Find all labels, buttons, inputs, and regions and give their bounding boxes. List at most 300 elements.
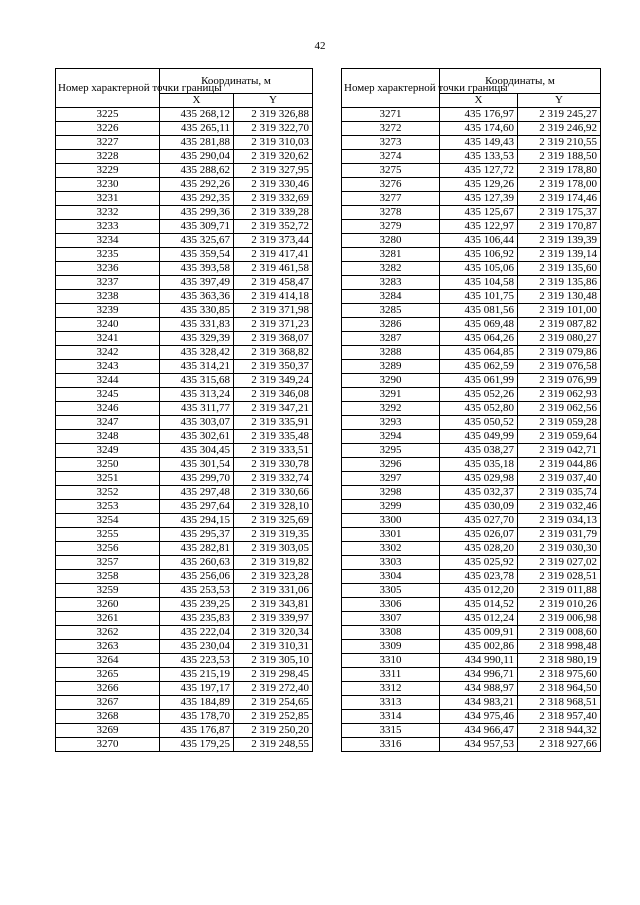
y-coordinate-cell: 2 319 245,27 bbox=[518, 108, 601, 122]
point-number-cell: 3249 bbox=[56, 444, 160, 458]
point-number-cell: 3234 bbox=[56, 234, 160, 248]
x-coordinate-cell: 435 027,70 bbox=[440, 514, 518, 528]
x-coordinate-cell: 435 052,26 bbox=[440, 388, 518, 402]
table-row bbox=[342, 402, 601, 416]
table-row bbox=[342, 724, 601, 738]
point-number-cell: 3316 bbox=[342, 738, 440, 752]
point-number-cell: 3263 bbox=[56, 640, 160, 654]
y-coordinate-cell: 2 319 371,98 bbox=[234, 304, 313, 318]
point-number-cell: 3264 bbox=[56, 654, 160, 668]
point-number-cell: 3269 bbox=[56, 724, 160, 738]
table-row bbox=[56, 528, 313, 542]
x-coordinate-cell: 435 328,42 bbox=[160, 346, 234, 360]
point-number-cell: 3253 bbox=[56, 500, 160, 514]
x-coordinate-cell: 435 081,56 bbox=[440, 304, 518, 318]
table-row bbox=[56, 248, 313, 262]
table-row bbox=[56, 584, 313, 598]
x-coordinate-cell: 435 260,63 bbox=[160, 556, 234, 570]
y-coordinate-cell: 2 319 347,21 bbox=[234, 402, 313, 416]
y-coordinate-cell: 2 319 178,80 bbox=[518, 164, 601, 178]
y-coordinate-cell: 2 319 135,60 bbox=[518, 262, 601, 276]
table-row bbox=[342, 332, 601, 346]
x-header: X bbox=[160, 94, 234, 108]
y-coordinate-cell: 2 319 062,56 bbox=[518, 402, 601, 416]
y-coordinate-cell: 2 319 343,81 bbox=[234, 598, 313, 612]
point-number-cell: 3299 bbox=[342, 500, 440, 514]
x-coordinate-cell: 435 281,88 bbox=[160, 136, 234, 150]
x-coordinate-cell: 435 397,49 bbox=[160, 276, 234, 290]
point-number-cell: 3256 bbox=[56, 542, 160, 556]
x-coordinate-cell: 435 301,54 bbox=[160, 458, 234, 472]
y-coordinate-cell: 2 319 101,00 bbox=[518, 304, 601, 318]
y-coordinate-cell: 2 319 246,92 bbox=[518, 122, 601, 136]
x-coordinate-cell: 435 122,97 bbox=[440, 220, 518, 234]
point-number-cell: 3239 bbox=[56, 304, 160, 318]
table-row bbox=[56, 192, 313, 206]
y-coordinate-cell: 2 318 980,19 bbox=[518, 654, 601, 668]
point-number-cell: 3228 bbox=[56, 150, 160, 164]
point-number-cell: 3238 bbox=[56, 290, 160, 304]
x-coordinate-cell: 435 304,45 bbox=[160, 444, 234, 458]
y-coordinate-cell: 2 319 080,27 bbox=[518, 332, 601, 346]
y-coordinate-cell: 2 318 927,66 bbox=[518, 738, 601, 752]
point-number-cell: 3296 bbox=[342, 458, 440, 472]
x-coordinate-cell: 435 253,53 bbox=[160, 584, 234, 598]
x-coordinate-cell: 435 299,70 bbox=[160, 472, 234, 486]
y-coordinate-cell: 2 319 174,46 bbox=[518, 192, 601, 206]
coordinates-table-right-body bbox=[342, 108, 601, 752]
x-coordinate-cell: 435 149,43 bbox=[440, 136, 518, 150]
y-coordinate-cell: 2 319 373,44 bbox=[234, 234, 313, 248]
table-row bbox=[342, 234, 601, 248]
point-number-cell: 3261 bbox=[56, 612, 160, 626]
table-row bbox=[56, 374, 313, 388]
table-row bbox=[342, 710, 601, 724]
point-number-cell: 3287 bbox=[342, 332, 440, 346]
x-coordinate-cell: 435 174,60 bbox=[440, 122, 518, 136]
table-row bbox=[342, 248, 601, 262]
point-number-cell: 3307 bbox=[342, 612, 440, 626]
table-row bbox=[56, 262, 313, 276]
table-row bbox=[342, 388, 601, 402]
y-coordinate-cell: 2 319 248,55 bbox=[234, 738, 313, 752]
point-number-cell: 3304 bbox=[342, 570, 440, 584]
x-coordinate-cell: 434 983,21 bbox=[440, 696, 518, 710]
table-row bbox=[56, 178, 313, 192]
table-row bbox=[56, 220, 313, 234]
x-coordinate-cell: 435 106,92 bbox=[440, 248, 518, 262]
y-coordinate-cell: 2 319 320,34 bbox=[234, 626, 313, 640]
table-row bbox=[342, 220, 601, 234]
y-coordinate-cell: 2 319 305,10 bbox=[234, 654, 313, 668]
point-number-cell: 3259 bbox=[56, 584, 160, 598]
y-coordinate-cell: 2 319 298,45 bbox=[234, 668, 313, 682]
point-number-cell: 3288 bbox=[342, 346, 440, 360]
point-number-cell: 3229 bbox=[56, 164, 160, 178]
table-row bbox=[56, 332, 313, 346]
table-row bbox=[56, 654, 313, 668]
y-coordinate-cell: 2 319 170,87 bbox=[518, 220, 601, 234]
y-coordinate-cell: 2 319 335,91 bbox=[234, 416, 313, 430]
point-number-cell: 3297 bbox=[342, 472, 440, 486]
point-number-header: Номер характерной точки границы bbox=[342, 69, 440, 108]
table-row bbox=[56, 682, 313, 696]
point-number-cell: 3257 bbox=[56, 556, 160, 570]
x-coordinate-cell: 435 303,07 bbox=[160, 416, 234, 430]
y-coordinate-cell: 2 319 130,48 bbox=[518, 290, 601, 304]
x-coordinate-cell: 435 012,24 bbox=[440, 612, 518, 626]
x-coordinate-cell: 435 282,81 bbox=[160, 542, 234, 556]
point-number-cell: 3289 bbox=[342, 360, 440, 374]
point-number-cell: 3306 bbox=[342, 598, 440, 612]
point-number-cell: 3246 bbox=[56, 402, 160, 416]
x-coordinate-cell: 435 363,36 bbox=[160, 290, 234, 304]
point-number-cell: 3310 bbox=[342, 654, 440, 668]
x-coordinate-cell: 435 012,20 bbox=[440, 584, 518, 598]
y-coordinate-cell: 2 319 139,14 bbox=[518, 248, 601, 262]
y-coordinate-cell: 2 319 252,85 bbox=[234, 710, 313, 724]
x-coordinate-cell: 435 359,54 bbox=[160, 248, 234, 262]
y-coordinate-cell: 2 319 175,37 bbox=[518, 206, 601, 220]
table-row bbox=[56, 514, 313, 528]
point-number-cell: 3242 bbox=[56, 346, 160, 360]
point-number-cell: 3294 bbox=[342, 430, 440, 444]
point-number-cell: 3233 bbox=[56, 220, 160, 234]
table-row bbox=[56, 150, 313, 164]
point-number-cell: 3266 bbox=[56, 682, 160, 696]
point-number-cell: 3301 bbox=[342, 528, 440, 542]
table-row bbox=[56, 724, 313, 738]
x-coordinate-cell: 435 329,39 bbox=[160, 332, 234, 346]
point-number-cell: 3298 bbox=[342, 486, 440, 500]
point-number-cell: 3227 bbox=[56, 136, 160, 150]
point-number-cell: 3300 bbox=[342, 514, 440, 528]
y-coordinate-cell: 2 319 303,05 bbox=[234, 542, 313, 556]
y-coordinate-cell: 2 318 964,50 bbox=[518, 682, 601, 696]
coordinates-header: Координаты, м bbox=[440, 69, 601, 94]
x-coordinate-cell: 435 393,58 bbox=[160, 262, 234, 276]
table-row bbox=[56, 360, 313, 374]
y-coordinate-cell: 2 319 339,97 bbox=[234, 612, 313, 626]
x-coordinate-cell: 435 265,11 bbox=[160, 122, 234, 136]
point-number-cell: 3270 bbox=[56, 738, 160, 752]
x-coordinate-cell: 435 292,35 bbox=[160, 192, 234, 206]
x-coordinate-cell: 435 288,62 bbox=[160, 164, 234, 178]
point-number-cell: 3305 bbox=[342, 584, 440, 598]
point-number-cell: 3260 bbox=[56, 598, 160, 612]
y-coordinate-cell: 2 319 346,08 bbox=[234, 388, 313, 402]
table-row bbox=[342, 290, 601, 304]
x-coordinate-cell: 434 996,71 bbox=[440, 668, 518, 682]
point-number-cell: 3311 bbox=[342, 668, 440, 682]
table-row bbox=[56, 542, 313, 556]
table-row bbox=[56, 234, 313, 248]
x-coordinate-cell: 435 299,36 bbox=[160, 206, 234, 220]
table-row bbox=[342, 738, 601, 752]
x-coordinate-cell: 435 292,26 bbox=[160, 178, 234, 192]
point-number-cell: 3226 bbox=[56, 122, 160, 136]
table-row bbox=[342, 542, 601, 556]
point-number-cell: 3302 bbox=[342, 542, 440, 556]
table-row bbox=[342, 584, 601, 598]
y-coordinate-cell: 2 319 037,40 bbox=[518, 472, 601, 486]
table-row bbox=[342, 528, 601, 542]
y-coordinate-cell: 2 319 414,18 bbox=[234, 290, 313, 304]
y-coordinate-cell: 2 319 368,82 bbox=[234, 346, 313, 360]
y-coordinate-cell: 2 319 032,46 bbox=[518, 500, 601, 514]
y-coordinate-cell: 2 319 031,79 bbox=[518, 528, 601, 542]
x-coordinate-cell: 435 035,18 bbox=[440, 458, 518, 472]
coordinates-header: Координаты, м bbox=[160, 69, 313, 94]
point-number-cell: 3251 bbox=[56, 472, 160, 486]
x-coordinate-cell: 435 023,78 bbox=[440, 570, 518, 584]
x-coordinate-cell: 434 988,97 bbox=[440, 682, 518, 696]
table-row bbox=[342, 122, 601, 136]
point-number-cell: 3313 bbox=[342, 696, 440, 710]
x-coordinate-cell: 435 014,52 bbox=[440, 598, 518, 612]
table-row bbox=[342, 416, 601, 430]
point-number-cell: 3268 bbox=[56, 710, 160, 724]
point-number-cell: 3271 bbox=[342, 108, 440, 122]
point-number-cell: 3247 bbox=[56, 416, 160, 430]
y-coordinate-cell: 2 319 034,13 bbox=[518, 514, 601, 528]
y-coordinate-cell: 2 319 330,66 bbox=[234, 486, 313, 500]
x-coordinate-cell: 435 002,86 bbox=[440, 640, 518, 654]
x-coordinate-cell: 435 062,59 bbox=[440, 360, 518, 374]
x-coordinate-cell: 435 030,09 bbox=[440, 500, 518, 514]
table-row bbox=[56, 444, 313, 458]
x-coordinate-cell: 435 239,25 bbox=[160, 598, 234, 612]
x-coordinate-cell: 435 179,25 bbox=[160, 738, 234, 752]
x-coordinate-cell: 435 064,85 bbox=[440, 346, 518, 360]
y-coordinate-cell: 2 319 323,28 bbox=[234, 570, 313, 584]
x-coordinate-cell: 435 009,91 bbox=[440, 626, 518, 640]
table-row bbox=[56, 136, 313, 150]
x-coordinate-cell: 435 127,39 bbox=[440, 192, 518, 206]
point-number-cell: 3309 bbox=[342, 640, 440, 654]
point-number-cell: 3248 bbox=[56, 430, 160, 444]
y-coordinate-cell: 2 319 325,69 bbox=[234, 514, 313, 528]
y-coordinate-cell: 2 319 044,86 bbox=[518, 458, 601, 472]
table-row bbox=[56, 598, 313, 612]
table-row bbox=[56, 486, 313, 500]
point-number-cell: 3312 bbox=[342, 682, 440, 696]
x-coordinate-cell: 435 028,20 bbox=[440, 542, 518, 556]
y-header: Y bbox=[518, 94, 601, 108]
table-row bbox=[342, 430, 601, 444]
y-coordinate-cell: 2 319 368,07 bbox=[234, 332, 313, 346]
x-coordinate-cell: 435 256,06 bbox=[160, 570, 234, 584]
y-coordinate-cell: 2 319 010,26 bbox=[518, 598, 601, 612]
y-coordinate-cell: 2 319 322,70 bbox=[234, 122, 313, 136]
x-coordinate-cell: 435 235,83 bbox=[160, 612, 234, 626]
y-coordinate-cell: 2 319 330,46 bbox=[234, 178, 313, 192]
y-coordinate-cell: 2 319 330,78 bbox=[234, 458, 313, 472]
table-row bbox=[342, 514, 601, 528]
table-row bbox=[56, 696, 313, 710]
y-coordinate-cell: 2 318 944,32 bbox=[518, 724, 601, 738]
x-coordinate-cell: 435 101,75 bbox=[440, 290, 518, 304]
table-row bbox=[56, 402, 313, 416]
x-coordinate-cell: 435 330,85 bbox=[160, 304, 234, 318]
x-coordinate-cell: 435 295,37 bbox=[160, 528, 234, 542]
point-number-cell: 3290 bbox=[342, 374, 440, 388]
y-coordinate-cell: 2 319 310,31 bbox=[234, 640, 313, 654]
y-coordinate-cell: 2 319 135,86 bbox=[518, 276, 601, 290]
y-header: Y bbox=[234, 94, 313, 108]
table-row bbox=[56, 416, 313, 430]
point-number-cell: 3240 bbox=[56, 318, 160, 332]
point-number-cell: 3230 bbox=[56, 178, 160, 192]
point-number-cell: 3285 bbox=[342, 304, 440, 318]
point-number-cell: 3255 bbox=[56, 528, 160, 542]
x-coordinate-cell: 435 302,61 bbox=[160, 430, 234, 444]
point-number-cell: 3245 bbox=[56, 388, 160, 402]
x-coordinate-cell: 435 315,68 bbox=[160, 374, 234, 388]
y-coordinate-cell: 2 319 027,02 bbox=[518, 556, 601, 570]
table-row bbox=[342, 150, 601, 164]
table-row bbox=[342, 640, 601, 654]
x-coordinate-cell: 435 297,64 bbox=[160, 500, 234, 514]
table-row bbox=[342, 444, 601, 458]
point-number-cell: 3276 bbox=[342, 178, 440, 192]
x-coordinate-cell: 435 105,06 bbox=[440, 262, 518, 276]
point-number-cell: 3250 bbox=[56, 458, 160, 472]
y-coordinate-cell: 2 319 042,71 bbox=[518, 444, 601, 458]
table-row bbox=[342, 458, 601, 472]
point-number-cell: 3232 bbox=[56, 206, 160, 220]
y-coordinate-cell: 2 319 059,28 bbox=[518, 416, 601, 430]
point-number-cell: 3225 bbox=[56, 108, 160, 122]
table-row bbox=[56, 122, 313, 136]
x-coordinate-cell: 434 957,53 bbox=[440, 738, 518, 752]
y-coordinate-cell: 2 319 250,20 bbox=[234, 724, 313, 738]
x-coordinate-cell: 435 129,26 bbox=[440, 178, 518, 192]
point-number-cell: 3235 bbox=[56, 248, 160, 262]
point-number-cell: 3274 bbox=[342, 150, 440, 164]
table-row bbox=[342, 668, 601, 682]
x-coordinate-cell: 435 049,99 bbox=[440, 430, 518, 444]
table-row bbox=[342, 682, 601, 696]
point-number-cell: 3281 bbox=[342, 248, 440, 262]
y-coordinate-cell: 2 319 327,95 bbox=[234, 164, 313, 178]
x-coordinate-cell: 435 294,15 bbox=[160, 514, 234, 528]
table-row bbox=[342, 178, 601, 192]
point-number-cell: 3267 bbox=[56, 696, 160, 710]
x-coordinate-cell: 435 176,97 bbox=[440, 108, 518, 122]
table-row bbox=[342, 136, 601, 150]
table-row bbox=[56, 500, 313, 514]
point-number-cell: 3283 bbox=[342, 276, 440, 290]
point-number-cell: 3273 bbox=[342, 136, 440, 150]
y-coordinate-cell: 2 319 331,06 bbox=[234, 584, 313, 598]
y-coordinate-cell: 2 318 968,51 bbox=[518, 696, 601, 710]
x-coordinate-cell: 435 178,70 bbox=[160, 710, 234, 724]
x-coordinate-cell: 435 104,58 bbox=[440, 276, 518, 290]
table-row bbox=[342, 276, 601, 290]
x-coordinate-cell: 435 331,83 bbox=[160, 318, 234, 332]
y-coordinate-cell: 2 319 458,47 bbox=[234, 276, 313, 290]
point-number-cell: 3308 bbox=[342, 626, 440, 640]
x-coordinate-cell: 435 106,44 bbox=[440, 234, 518, 248]
table-row bbox=[56, 570, 313, 584]
point-number-cell: 3252 bbox=[56, 486, 160, 500]
point-number-cell: 3277 bbox=[342, 192, 440, 206]
y-coordinate-cell: 2 319 188,50 bbox=[518, 150, 601, 164]
table-row bbox=[342, 626, 601, 640]
x-coordinate-cell: 435 222,04 bbox=[160, 626, 234, 640]
table-row bbox=[342, 346, 601, 360]
table-row bbox=[342, 304, 601, 318]
x-coordinate-cell: 435 313,24 bbox=[160, 388, 234, 402]
x-coordinate-cell: 434 975,46 bbox=[440, 710, 518, 724]
point-number-cell: 3265 bbox=[56, 668, 160, 682]
y-coordinate-cell: 2 319 006,98 bbox=[518, 612, 601, 626]
point-number-cell: 3279 bbox=[342, 220, 440, 234]
x-coordinate-cell: 435 230,04 bbox=[160, 640, 234, 654]
x-coordinate-cell: 435 032,37 bbox=[440, 486, 518, 500]
table-row bbox=[56, 458, 313, 472]
table-row bbox=[342, 486, 601, 500]
x-coordinate-cell: 435 069,48 bbox=[440, 318, 518, 332]
y-coordinate-cell: 2 319 326,88 bbox=[234, 108, 313, 122]
y-coordinate-cell: 2 319 371,23 bbox=[234, 318, 313, 332]
point-number-cell: 3315 bbox=[342, 724, 440, 738]
table-row bbox=[342, 360, 601, 374]
y-coordinate-cell: 2 319 030,30 bbox=[518, 542, 601, 556]
coordinates-table-left bbox=[55, 68, 313, 752]
table-row bbox=[342, 472, 601, 486]
y-coordinate-cell: 2 319 011,88 bbox=[518, 584, 601, 598]
x-coordinate-cell: 435 050,52 bbox=[440, 416, 518, 430]
y-coordinate-cell: 2 319 139,39 bbox=[518, 234, 601, 248]
point-number-cell: 3262 bbox=[56, 626, 160, 640]
x-coordinate-cell: 435 311,77 bbox=[160, 402, 234, 416]
y-coordinate-cell: 2 319 417,41 bbox=[234, 248, 313, 262]
table-row bbox=[56, 346, 313, 360]
table-row bbox=[56, 206, 313, 220]
x-coordinate-cell: 435 133,53 bbox=[440, 150, 518, 164]
point-number-cell: 3254 bbox=[56, 514, 160, 528]
coordinates-table-left-body bbox=[56, 108, 313, 752]
y-coordinate-cell: 2 319 319,35 bbox=[234, 528, 313, 542]
y-coordinate-cell: 2 319 008,60 bbox=[518, 626, 601, 640]
x-coordinate-cell: 435 176,87 bbox=[160, 724, 234, 738]
point-number-cell: 3282 bbox=[342, 262, 440, 276]
point-number-cell: 3280 bbox=[342, 234, 440, 248]
x-coordinate-cell: 435 025,92 bbox=[440, 556, 518, 570]
point-number-header: Номер характерной точки границы bbox=[56, 69, 160, 108]
table-row bbox=[342, 108, 601, 122]
x-coordinate-cell: 435 064,26 bbox=[440, 332, 518, 346]
table-row bbox=[56, 276, 313, 290]
table-row bbox=[56, 304, 313, 318]
x-coordinate-cell: 434 990,11 bbox=[440, 654, 518, 668]
table-row bbox=[342, 696, 601, 710]
y-coordinate-cell: 2 319 035,74 bbox=[518, 486, 601, 500]
table-row bbox=[56, 640, 313, 654]
y-coordinate-cell: 2 319 254,65 bbox=[234, 696, 313, 710]
x-coordinate-cell: 435 223,53 bbox=[160, 654, 234, 668]
table-row bbox=[342, 570, 601, 584]
table-row bbox=[56, 472, 313, 486]
x-coordinate-cell: 435 309,71 bbox=[160, 220, 234, 234]
point-number-cell: 3291 bbox=[342, 388, 440, 402]
table-row bbox=[56, 556, 313, 570]
table-row bbox=[342, 374, 601, 388]
x-coordinate-cell: 435 314,21 bbox=[160, 360, 234, 374]
y-coordinate-cell: 2 318 975,60 bbox=[518, 668, 601, 682]
